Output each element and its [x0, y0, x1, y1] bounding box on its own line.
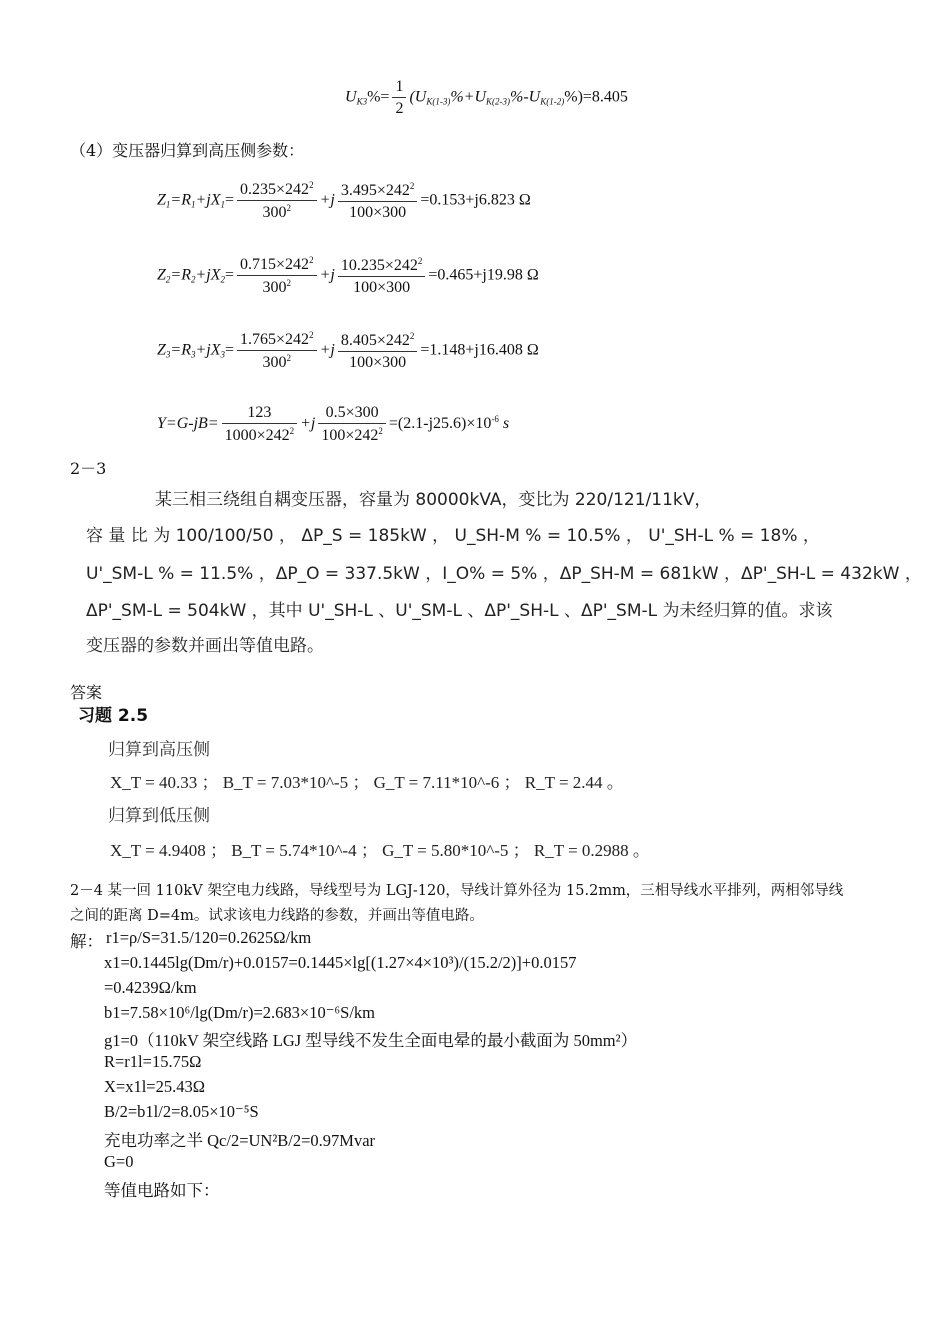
solution-X: X=x1l=25.43Ω — [104, 1077, 205, 1096]
equation-y: Y=G-jB= $\frac{123}{1000\times 242^2}$ +j $\frac{0.5\times 300}{100\times 242^2}$ $=(2.1-j25.6)\times 10^{-6}$ s — [157, 404, 510, 444]
solution-r1: r1=ρ/S=31.5/120=0.2625Ω/km — [106, 928, 312, 947]
high-side-label: 归算到高压侧 — [108, 740, 210, 760]
problem-2-3-line-4: ΔP'_SM-L = 504kW ，其中 U'_SH-L 、U'_SM-L 、ΔP'_SH-L 、ΔP'_SM-L 为未经归算的值。求该 — [86, 601, 833, 621]
equation-uk3: $U_{K3}\%=$ $\frac{1}{2}$ $(U_{K(1-3)}\%+U_{K(2-3)}\%-U_{K(1-2)}\%)=8.405$ — [345, 78, 628, 117]
section-4-heading: （4）变压器归算到高压侧参数： — [70, 141, 305, 160]
low-side-values: X_T = 4.9408 ； B_T = 5.74*10^-4 ； G_T = 5.80*10^-5 ； R_T = 0.2988 。 — [110, 841, 650, 860]
answer-label: 答案 — [70, 683, 103, 702]
solution-label: 解： — [70, 932, 103, 951]
problem-2-3-line-5: 变压器的参数并画出等值电路。 — [86, 636, 324, 656]
problem-2-4-line-2: 之间的距离 D=4m。试求该电力线路的参数，并画出等值电路。 — [70, 908, 484, 924]
solution-b1: b1=7.58×10⁶/lg(Dm/r)=2.683×10⁻⁶S/km — [104, 1003, 376, 1022]
low-side-label: 归算到低压侧 — [108, 806, 210, 826]
equation-z3: $Z_3=R_3+jX_3=$ $\frac{1.765\times 242^2}{300^2}$ +j $\frac{8.405\times 242^2}{100\times 300}$ =1.148+j16.408 Ω — [157, 330, 539, 371]
solution-x1: x1=0.1445lg(Dm/r)+0.0157=0.1445×lg[(1.27×4×10³)/(15.2/2)]+0.0157 — [104, 953, 577, 972]
solution-Qc: 充电功率之半 Qc/2=UN²B/2=0.97Mvar — [104, 1131, 376, 1150]
equation-z2: $Z_2=R_2+jX_2=$ $\frac{0.715\times 242^2}{300^2}$ +j $\frac{10.235\times 242^2}{100\times 300}$ =0.465+j19.98 Ω — [157, 255, 539, 296]
problem-2-3-line-3: U'_SM-L % = 11.5% ，ΔP_O = 337.5kW ，I_O% = 5% ，ΔP_SH-M = 681kW ，ΔP'_SH-L = 432kW ， — [86, 564, 922, 584]
problem-2-4-line-1: 2－4 某一回 110kV 架空电力线路，导线型号为 LGJ-120，导线计算外径为 15.2mm，三相导线水平排列，两相邻导线 — [70, 883, 844, 899]
fraction-half: $\frac{1}{2}$ — [392, 78, 406, 118]
solution-R: R=r1l=15.75Ω — [104, 1052, 202, 1071]
solution-g1: g1=0（110kV 架空线路 LGJ 型导线不发生全面电晕的最小截面为 50mm²） — [104, 1031, 638, 1050]
equation-z1: $Z_1=R_1+jX_1=$ $\frac{0.235\times 242^2}{300^2}$ +j $\frac{3.495\times 242^2}{100\times 300}$ =0.153+j6.823 Ω — [157, 180, 531, 221]
solution-B-half: B/2=b1l/2=8.05×10⁻⁵S — [104, 1102, 259, 1121]
problem-2-3-number: 2－3 — [70, 459, 107, 478]
high-side-values: X_T = 40.33 ； B_T = 7.03*10^-5 ； G_T = 7.11*10^-6 ； R_T = 2.44 。 — [110, 773, 624, 792]
problem-2-3-line-1: 某三相三绕组自耦变压器，容量为 80000kVA，变比为 220/121/11kV， — [155, 490, 712, 510]
solution-x1-cont: =0.4239Ω/km — [104, 978, 197, 997]
exercise-2-5-title: 习题 2.5 — [78, 706, 149, 726]
solution-circuit: 等值电路如下： — [104, 1181, 220, 1200]
solution-G: G=0 — [104, 1152, 134, 1171]
problem-2-3-line-2: 容 量 比 为 100/100/50 ， ΔP_S = 185kW ， U_SH-M % = 10.5% ， U'_SH-L % = 18% ， — [86, 526, 820, 546]
